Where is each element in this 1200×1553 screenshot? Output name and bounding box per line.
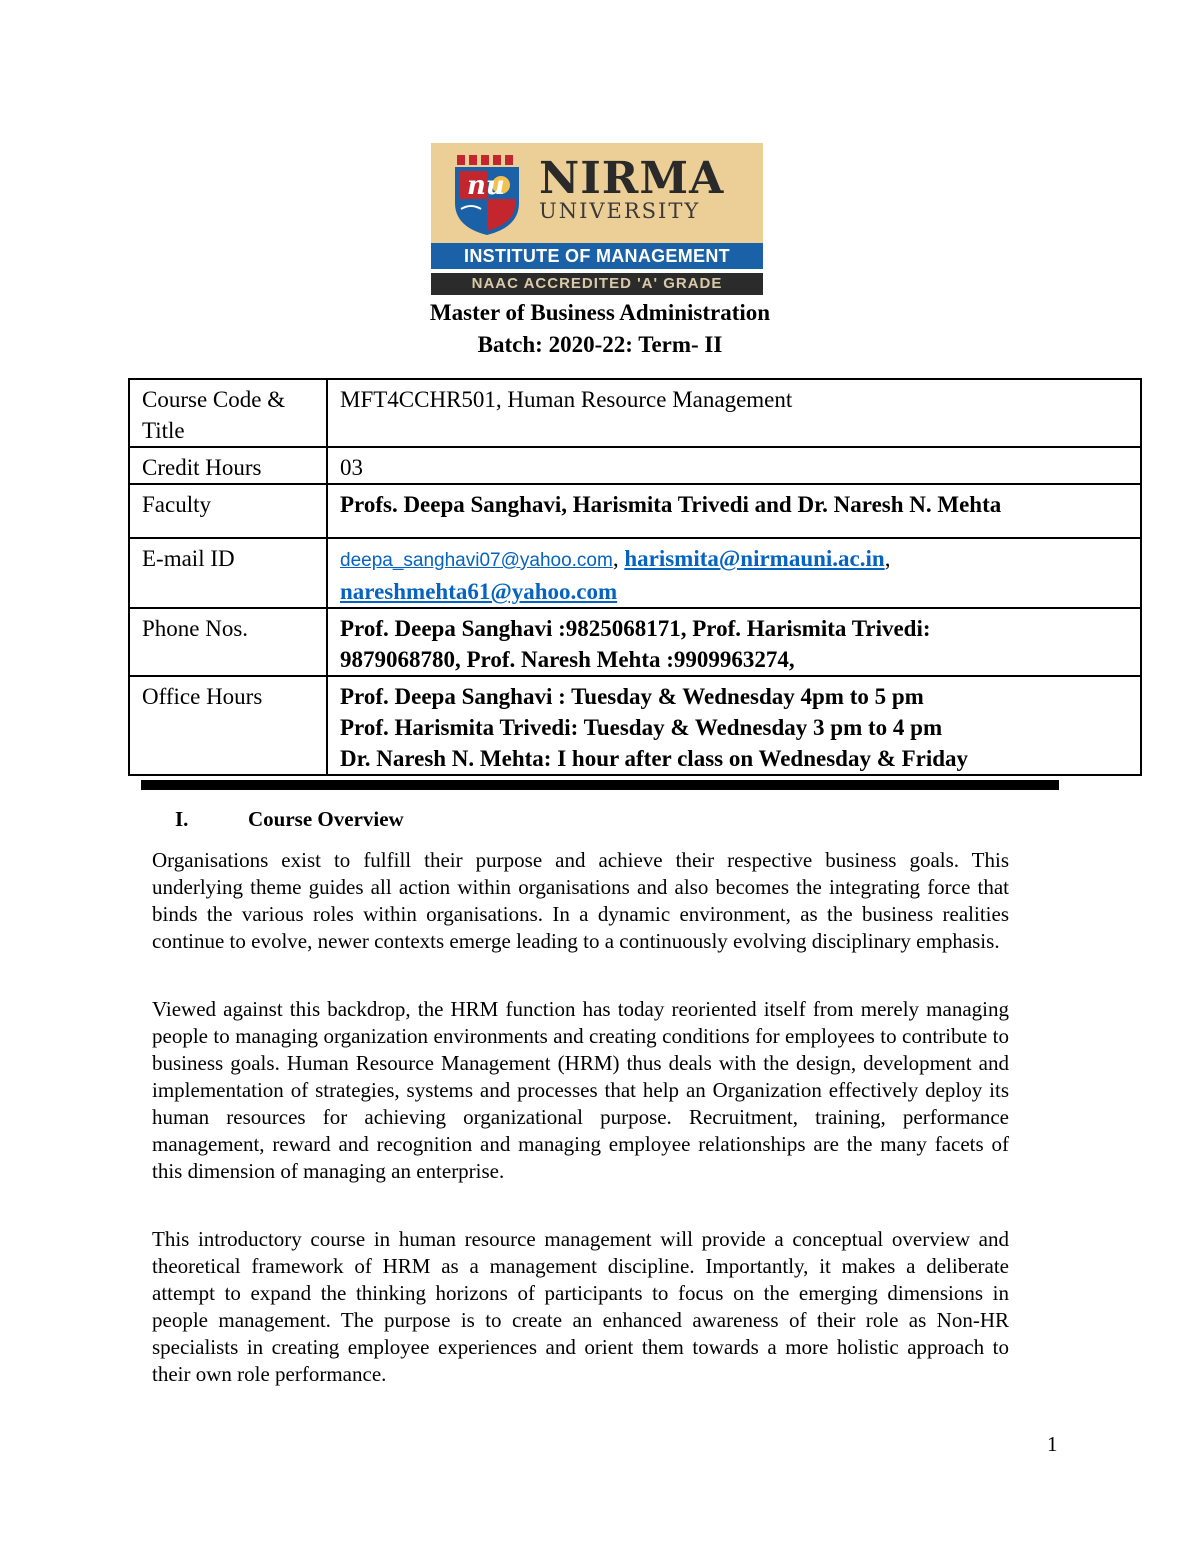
- office-hours-label: Office Hours: [129, 676, 327, 775]
- university-logo: [431, 143, 763, 295]
- section-divider: [141, 780, 1059, 790]
- logo-top-panel: [431, 143, 763, 243]
- email-link-naresh[interactable]: nareshmehta61@yahoo.com: [340, 579, 618, 604]
- faculty-label: Faculty: [129, 484, 327, 538]
- logo-institute-band: INSTITUTE OF MANAGEMENT: [431, 243, 763, 269]
- phone-line: Prof. Deepa Sanghavi :9825068171, Prof. Harismita Trivedi:: [340, 616, 931, 641]
- section-title: Course Overview: [248, 807, 404, 831]
- table-row-office-hours: [129, 676, 1141, 775]
- email-separator-2: ,: [884, 546, 891, 571]
- credit-hours-label: Credit Hours: [129, 447, 327, 484]
- section-number: I.: [175, 807, 189, 831]
- course-info-table: [128, 378, 1142, 776]
- course-code-label: Course Code & Title: [129, 379, 327, 447]
- office-hours-value: [327, 676, 1141, 775]
- email-value: [327, 538, 1141, 608]
- office-hours-line: Prof. Deepa Sanghavi : Tuesday & Wednesday 4pm to 5 pm: [340, 684, 924, 709]
- program-title: Master of Business Administration: [429, 300, 771, 325]
- table-row-faculty: [129, 484, 1141, 538]
- course-code-value: MFT4CCHR501, Human Resource Management: [327, 379, 1141, 447]
- phone-value: [327, 608, 1141, 676]
- email-label: E-mail ID: [129, 538, 327, 608]
- email-link-deepa[interactable]: deepa_sanghavi07@yahoo.com: [340, 550, 613, 571]
- overview-paragraph-2: Viewed against this backdrop, the HRM function has today reoriented itself from merely managing people to managing organization environments and creating conditions for employees to contribute to business goals. Human Resource Management (HRM) thus deals with the design, development and implementation of strategies, systems and processes that help an Organization effectively deploy its human resources for achieving organizational purpose. Recruitment, training, performance management, reward and recognition and managing employee relationships are the many facets of this dimension of managing an enterprise.: [152, 997, 1009, 1183]
- phone-line: 9879068780, Prof. Naresh Mehta :9909963274,: [340, 647, 795, 672]
- overview-paragraph-1: Organisations exist to fulfill their purpose and achieve their respective business goals. This underlying theme guides all action within organisations and also becomes the integrating force that binds the various roles within organisations. In a dynamic environment, as the business realities continue to evolve, newer contexts emerge leading to a continuously evolving disciplinary emphasis.: [152, 848, 1009, 953]
- logo-name: NIRMA: [539, 153, 725, 204]
- table-row-email: [129, 538, 1141, 608]
- email-link-harismita[interactable]: harismita@nirmauni.ac.in: [624, 546, 885, 571]
- office-hours-line: Prof. Harismita Trivedi: Tuesday & Wednesday 3 pm to 4 pm: [340, 715, 943, 740]
- email-separator: ,: [612, 546, 625, 571]
- emblem-letters: nu: [467, 171, 505, 201]
- table-row-credit: [129, 447, 1141, 484]
- phone-label: Phone Nos.: [129, 608, 327, 676]
- page-number: 1: [1047, 1432, 1058, 1456]
- table-row-course: [129, 379, 1141, 447]
- batch-term: Batch: 2020-22: Term- II: [477, 332, 723, 357]
- faculty-value: Profs. Deepa Sanghavi, Harismita Trivedi and Dr. Naresh N. Mehta: [327, 484, 1141, 538]
- overview-paragraph-3: This introductory course in human resource management will provide a conceptual overview and theoretical framework of HRM as a management discipline. Importantly, it makes a deliberate attempt to expand the thinking horizons of participants to focus on the emerging dimensions in people management. The purpose is to create an enhanced awareness of their role as Non-HR specialists in creating employee experiences and orient them towards a more holistic approach to their own role performance.: [152, 1227, 1009, 1386]
- logo-university: UNIVERSITY: [539, 199, 701, 223]
- credit-hours-value: 03: [327, 447, 1141, 484]
- logo-accreditation-band: NAAC ACCREDITED 'A' GRADE: [431, 273, 763, 295]
- office-hours-line: Dr. Naresh N. Mehta: I hour after class on Wednesday & Friday: [340, 746, 969, 771]
- table-row-phone: [129, 608, 1141, 676]
